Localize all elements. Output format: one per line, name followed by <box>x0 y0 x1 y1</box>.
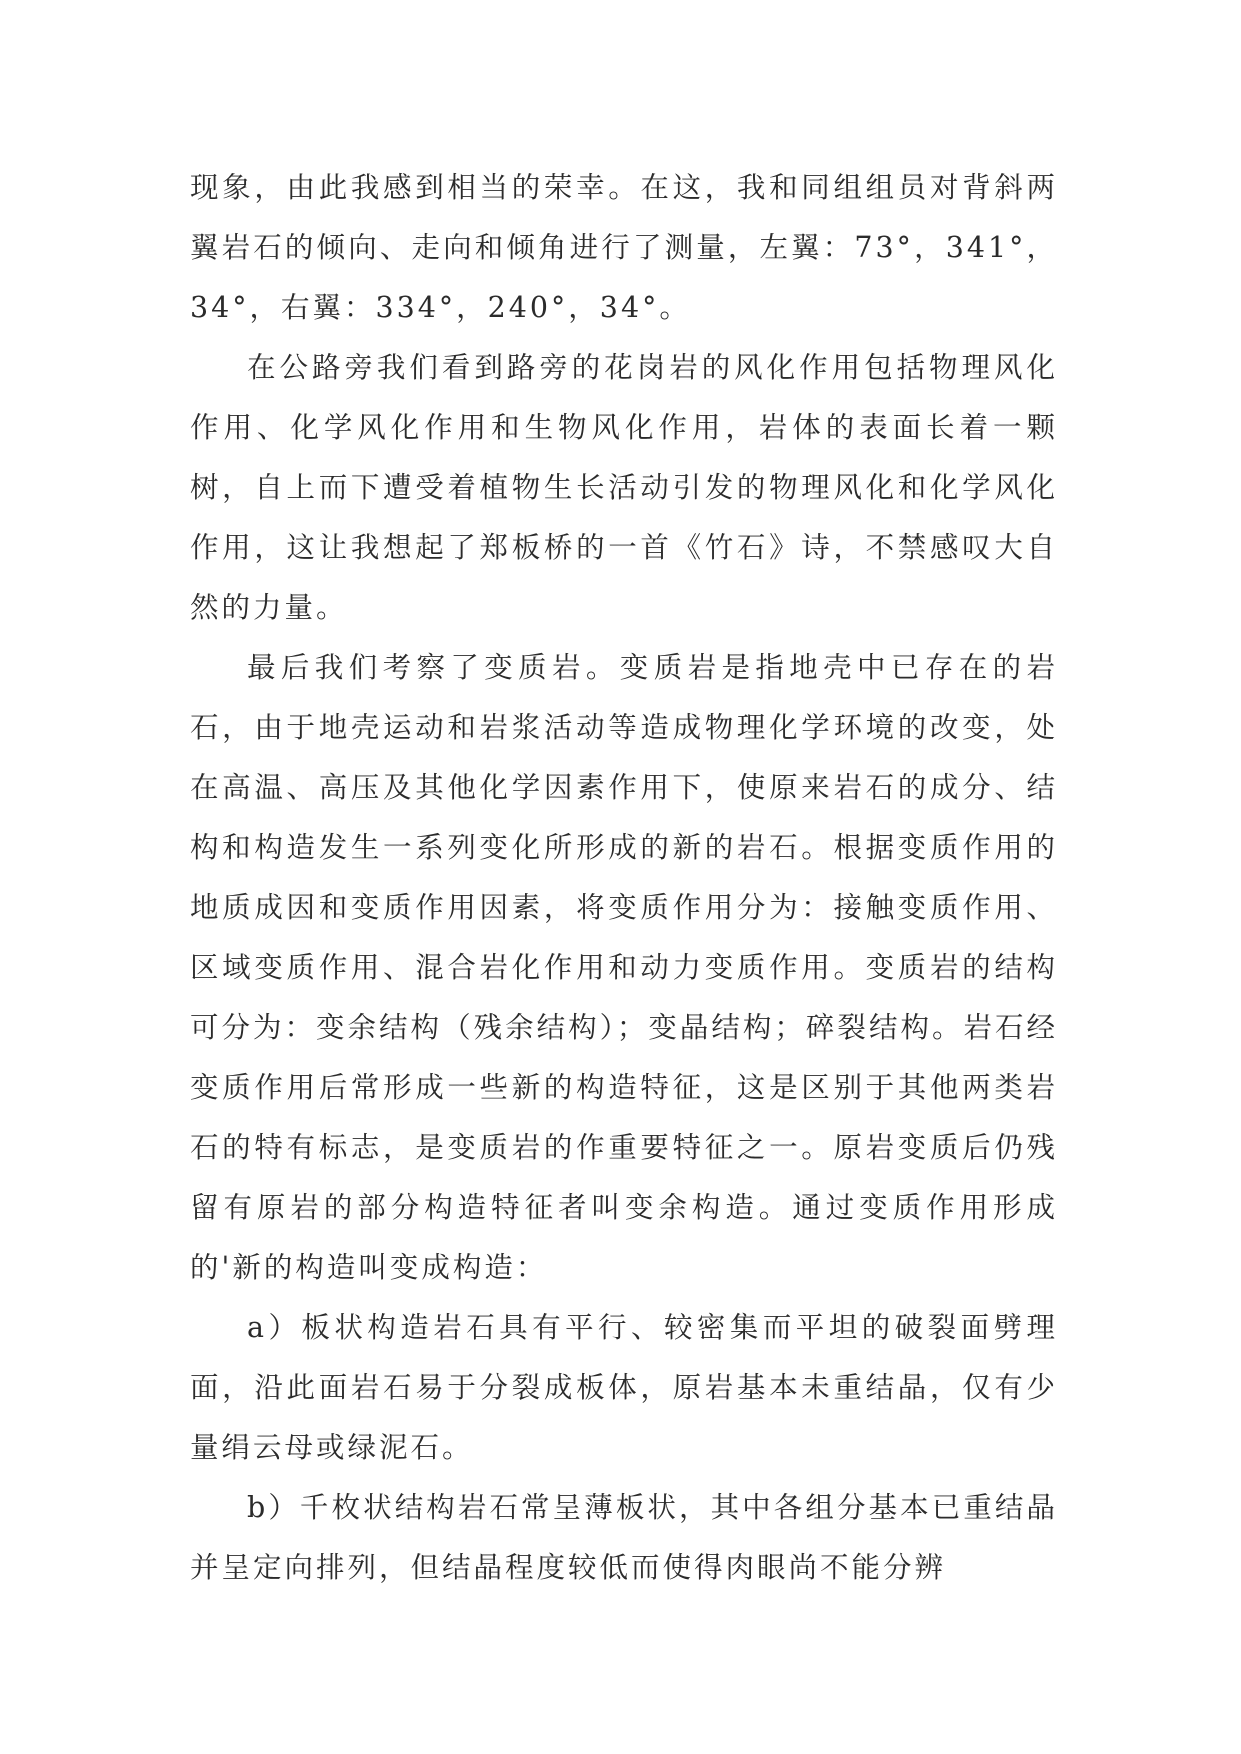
body-text <box>190 158 1058 1598</box>
paragraph-list-item-b: b）千枚状结构岩石常呈薄板状，其中各组分基本已重结晶并呈定向排列，但结晶程度较低而使得肉眼尚不能分辨 <box>190 1491 1058 1584</box>
paragraph: 最后我们考察了变质岩。变质岩是指地壳中已存在的岩石，由于地壳运动和岩浆活动等造成物理化学环境的改变，处在高温、高压及其他化学因素作用下，使原来岩石的成分、结构和构造发生一系列变化所形成的新的岩石。根据变质作用的地质成因和变质作用因素，将变质作用分为：接触变质作用、区域变质作用、混合岩化作用和动力变质作用。变质岩的结构可分为：变余结构（残余结构）；变晶结构；碎裂结构。岩石经变质作用后常形成一些新的构造特征，这是区别于其他两类岩石的特有标志，是变质岩的作重要特征之一。原岩变质后仍残留有原岩的部分构造特征者叫变余构造。通过变质作用形成的'新的构造叫变成构造： <box>190 651 1058 1284</box>
paragraph: 在公路旁我们看到路旁的花岗岩的风化作用包括物理风化作用、化学风化作用和生物风化作用，岩体的表面长着一颗树，自上而下遭受着植物生长活动引发的物理风化和化学风化作用，这让我想起了郑板桥的一首《竹石》诗，不禁感叹大自然的力量。 <box>190 351 1058 624</box>
paragraph-continued: 现象，由此我感到相当的荣幸。在这，我和同组组员对背斜两翼岩石的倾向、走向和倾角进行了测量，左翼：73°，341°，34°，右翼：334°，240°，34°。 <box>190 171 1058 324</box>
paragraph-list-item-a: a）板状构造岩石具有平行、较密集而平坦的破裂面劈理面，沿此面岩石易于分裂成板体，原岩基本未重结晶，仅有少量绢云母或绿泥石。 <box>190 1311 1058 1464</box>
